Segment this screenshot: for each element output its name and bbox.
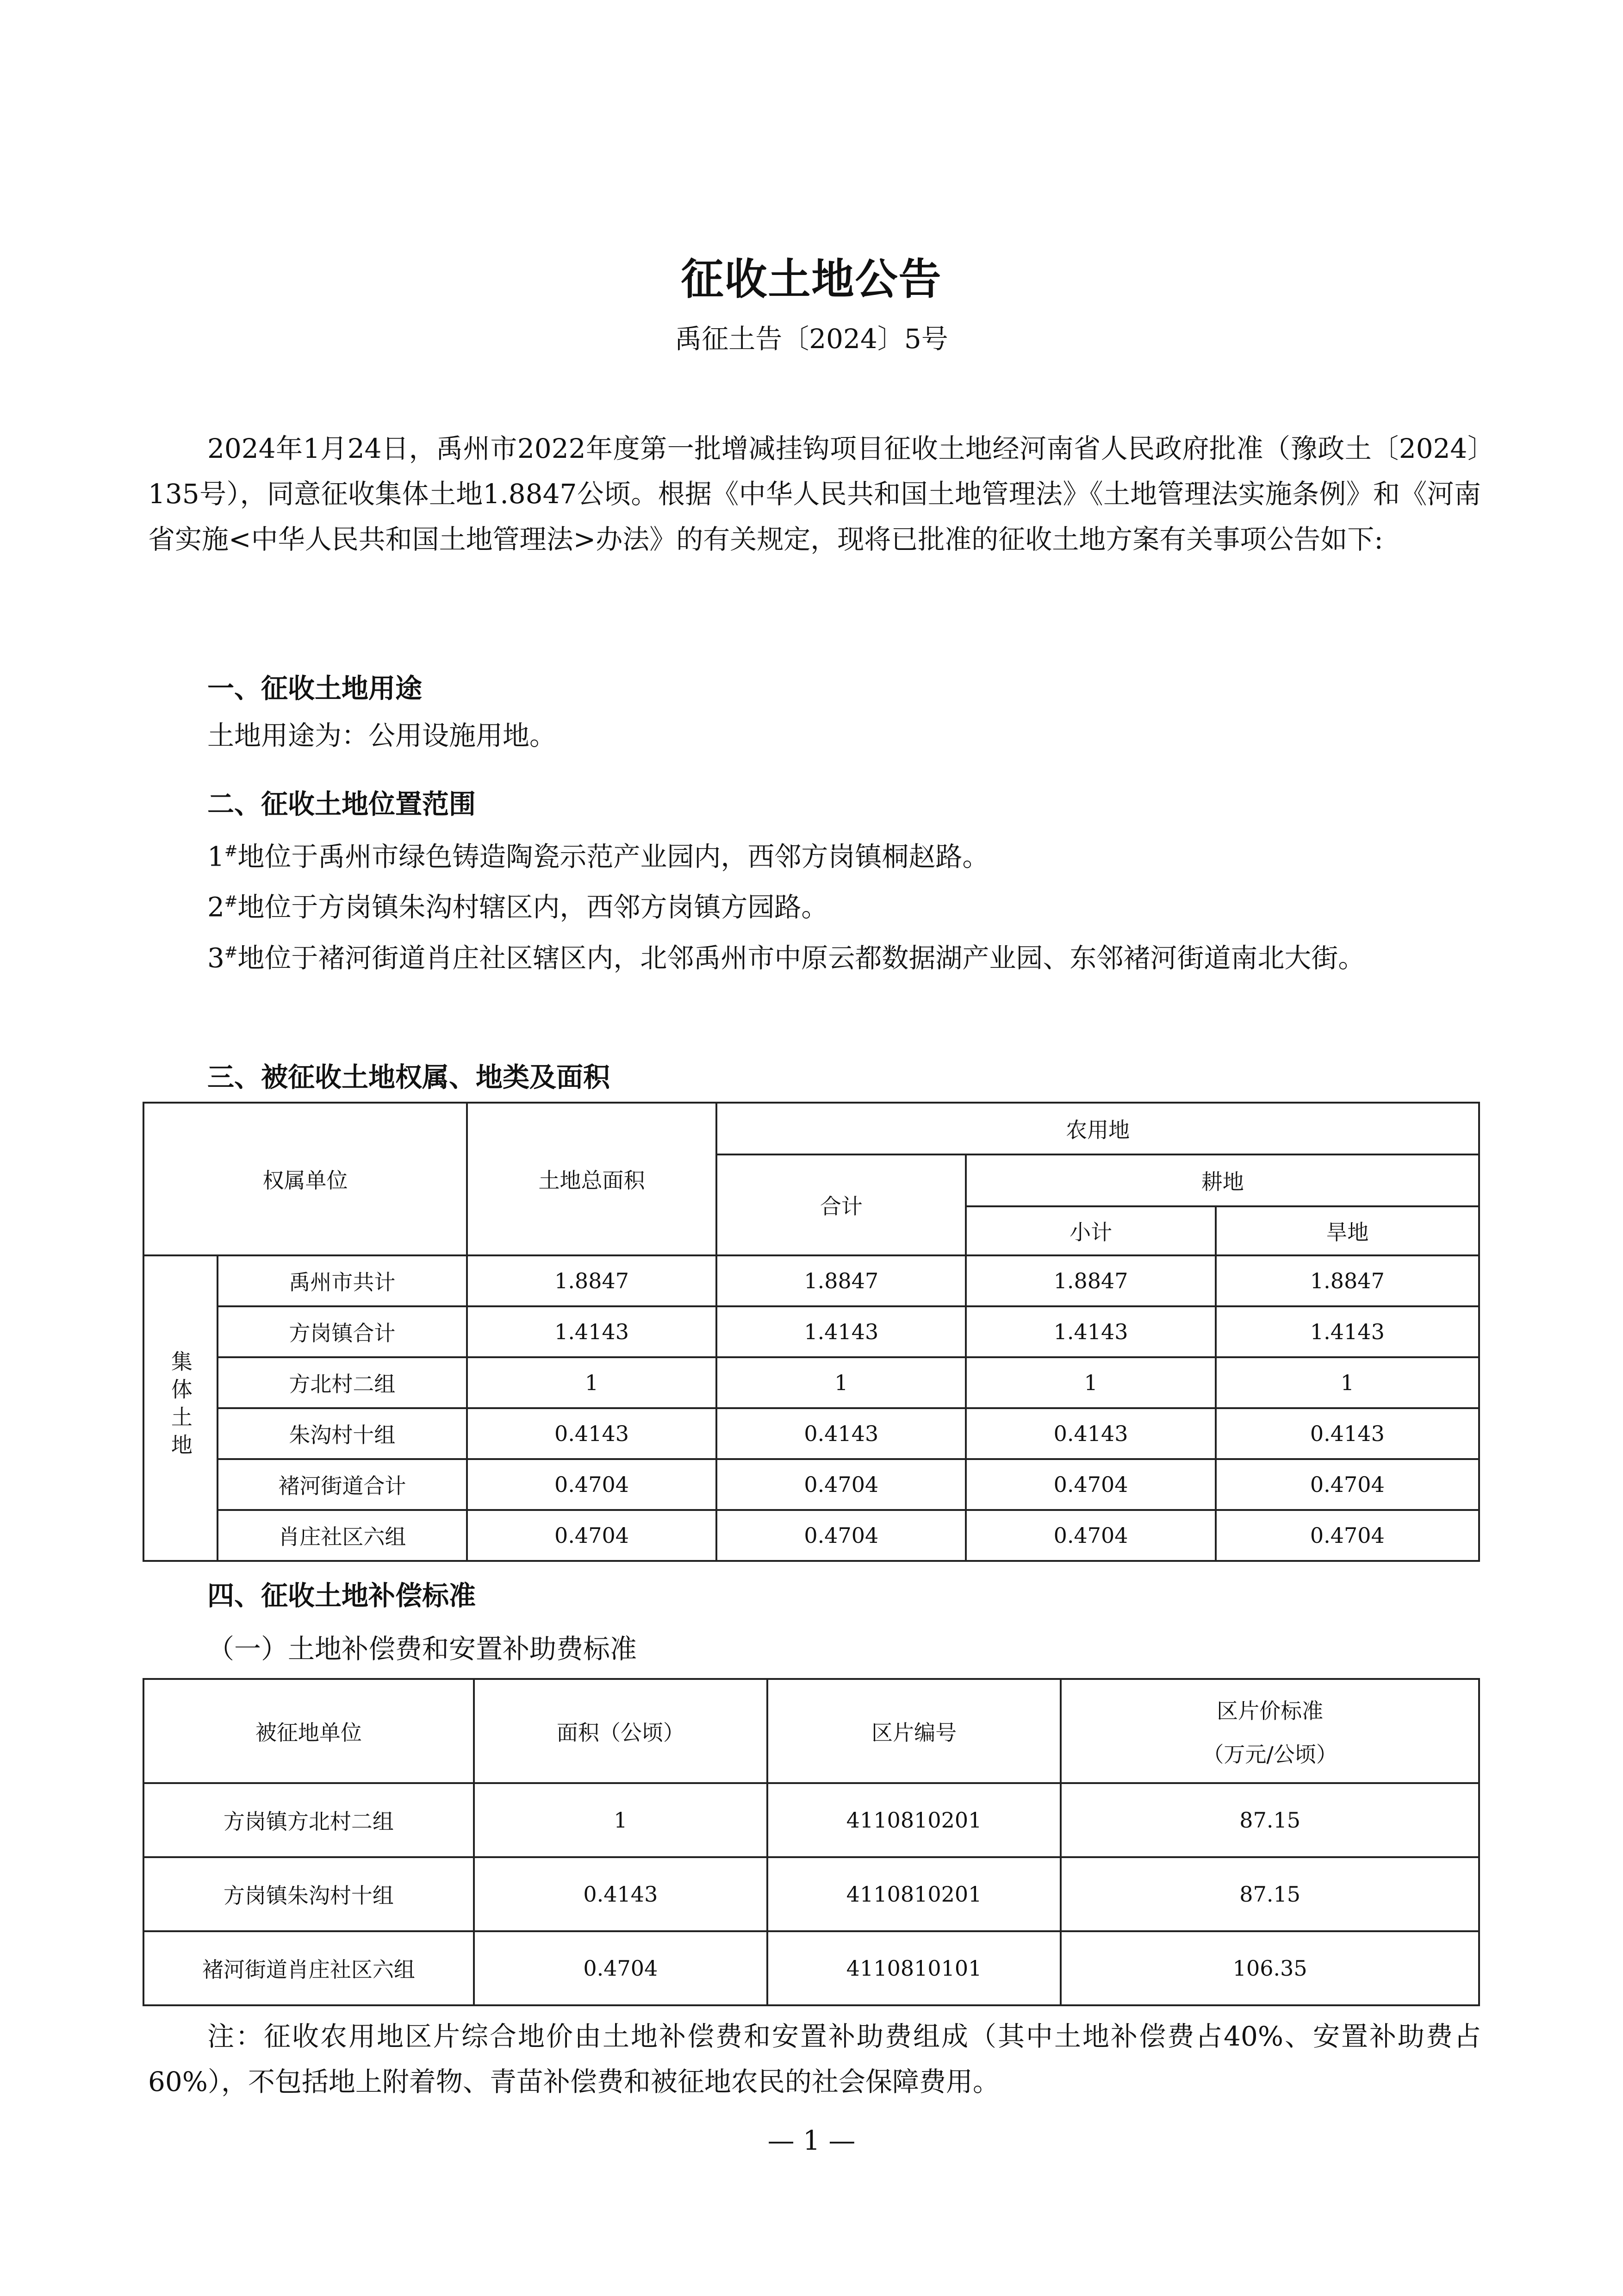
header-area: 面积（公顷） xyxy=(474,1679,767,1783)
row-name: 方岗镇合计 xyxy=(218,1306,467,1357)
cell-total: 1.8847 xyxy=(467,1255,716,1306)
cell-zone-code: 4110810201 xyxy=(767,1857,1061,1931)
header-subtotal: 小计 xyxy=(966,1206,1215,1255)
header-total-area: 土地总面积 xyxy=(467,1103,716,1255)
cell-area: 0.4704 xyxy=(474,1931,767,2005)
cell-dry: 0.4704 xyxy=(1216,1459,1479,1510)
cell-area: 1 xyxy=(474,1783,767,1857)
cell-total: 1.4143 xyxy=(467,1306,716,1357)
page-number: — 1 — xyxy=(767,2125,856,2156)
row-name: 禹州市共计 xyxy=(218,1255,467,1306)
cell-sum: 1.4143 xyxy=(716,1306,966,1357)
cell-dry: 1 xyxy=(1216,1357,1479,1408)
cell-price: 87.15 xyxy=(1061,1857,1479,1931)
cell-subtotal: 0.4143 xyxy=(966,1408,1215,1459)
header-price-label: 区片价标准 xyxy=(1217,1698,1324,1723)
header-price-unit: （万元/公顷） xyxy=(1202,1741,1337,1767)
cell-price: 106.35 xyxy=(1061,1931,1479,2005)
location-item: 3#地位于褚河街道肖庄社区辖区内，北邻禹州市中原云都数据湖产业园、东邻褚河街道南北大街。 xyxy=(207,942,1365,973)
row-name: 朱沟村十组 xyxy=(218,1408,467,1459)
cell-subtotal: 1 xyxy=(966,1357,1215,1408)
header-cultivated: 耕地 xyxy=(966,1154,1479,1206)
document-number: 禹征土告〔2024〕5号 xyxy=(675,323,948,355)
cell-subtotal: 1.4143 xyxy=(966,1306,1215,1357)
cell-unit: 方岗镇方北村二组 xyxy=(143,1783,474,1857)
row-name: 褚河街道合计 xyxy=(218,1459,467,1510)
cell-subtotal: 0.4704 xyxy=(966,1510,1215,1561)
cell-dry: 1.8847 xyxy=(1216,1255,1479,1306)
compensation-table xyxy=(143,1678,1480,2004)
cell-unit: 方岗镇朱沟村十组 xyxy=(143,1857,474,1931)
cell-zone-code: 4110810201 xyxy=(767,1783,1061,1857)
cell-subtotal: 1.8847 xyxy=(966,1255,1215,1306)
cell-dry: 0.4704 xyxy=(1216,1510,1479,1561)
header-sum: 合计 xyxy=(716,1154,966,1255)
section-heading-compensation: 四、征收土地补偿标准 xyxy=(207,1580,476,1611)
section-heading-ownership: 三、被征收土地权属、地类及面积 xyxy=(207,1061,610,1093)
header-price xyxy=(1061,1679,1479,1783)
cell-total: 1 xyxy=(467,1357,716,1408)
cell-sum: 1.8847 xyxy=(716,1255,966,1306)
section-heading-purpose: 一、征收土地用途 xyxy=(207,673,423,704)
cell-price: 87.15 xyxy=(1061,1783,1479,1857)
cell-sum: 0.4704 xyxy=(716,1459,966,1510)
header-zone-code: 区片编号 xyxy=(767,1679,1061,1783)
row-name: 方北村二组 xyxy=(218,1357,467,1408)
purpose-text: 土地用途为：公用设施用地。 xyxy=(207,720,557,751)
section-heading-location: 二、征收土地位置范围 xyxy=(207,788,476,820)
cell-area: 0.4143 xyxy=(474,1857,767,1931)
cell-total: 0.4143 xyxy=(467,1408,716,1459)
header-unit: 被征地单位 xyxy=(143,1679,474,1783)
ownership-table xyxy=(143,1102,1480,1560)
row-name: 肖庄社区六组 xyxy=(218,1510,467,1561)
intro-paragraph xyxy=(148,426,1481,562)
location-item: 1#地位于禹州市绿色铸造陶瓷示范产业园内，西邻方岗镇桐赵路。 xyxy=(207,841,989,873)
location-list xyxy=(148,829,1481,980)
intro-text: 2024年1月24日，禹州市2022年度第一批增减挂钩项目征收土地经河南省人民政府批准（豫政土〔2024〕135号），同意征收集体土地1.8847公顷。根据《中华人民共和国土地管理法》《土地管理法实施条例》和《河南省实施<中华人民共和国土地管理法>办法》的有关规定，现将已批准的征收土地方案有关事项公告如下: xyxy=(148,433,1481,555)
cell-sum: 0.4143 xyxy=(716,1408,966,1459)
cell-dry: 0.4143 xyxy=(1216,1408,1479,1459)
cell-sum: 0.4704 xyxy=(716,1510,966,1561)
page-title: 征收土地公告 xyxy=(681,255,942,304)
cell-total: 0.4704 xyxy=(467,1510,716,1561)
location-item: 2#地位于方岗镇朱沟村辖区内，西邻方岗镇方园路。 xyxy=(207,891,828,923)
cell-sum: 1 xyxy=(716,1357,966,1408)
header-dry-land: 旱地 xyxy=(1216,1206,1479,1255)
note-paragraph: 注：征收农用地区片综合地价由土地补偿费和安置补助费组成（其中土地补偿费占40%、安置补助费占60%），不包括地上附着物、青苗补偿费和被征地农民的社会保障费用。 xyxy=(148,2021,1481,2097)
section-purpose-body xyxy=(148,713,1481,758)
subsection-heading-compensation: （一）土地补偿费和安置补助费标准 xyxy=(207,1633,637,1665)
cell-dry: 1.4143 xyxy=(1216,1306,1479,1357)
cell-zone-code: 4110810101 xyxy=(767,1931,1061,2005)
cell-unit: 褚河街道肖庄社区六组 xyxy=(143,1931,474,2005)
header-owner: 权属单位 xyxy=(143,1103,467,1255)
header-agricultural: 农用地 xyxy=(716,1103,1479,1154)
group-label-collective: 集体土地 xyxy=(143,1255,218,1561)
cell-subtotal: 0.4704 xyxy=(966,1459,1215,1510)
cell-total: 0.4704 xyxy=(467,1459,716,1510)
